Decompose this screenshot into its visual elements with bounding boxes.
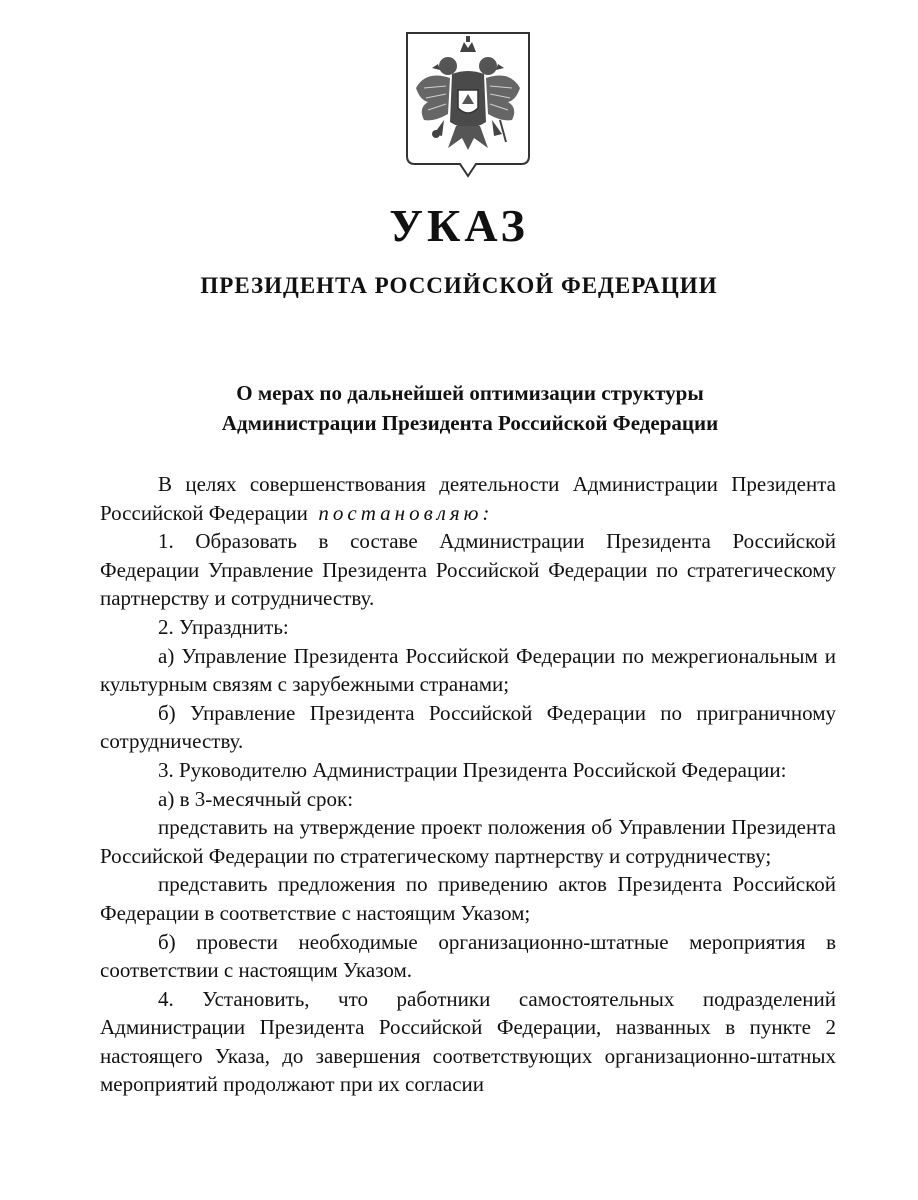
russian-coat-of-arms-icon [404, 30, 532, 180]
intro-verb: постановляю: [318, 500, 494, 525]
intro-paragraph [100, 470, 836, 527]
decree-paragraph: б) Управление Президента Российской Федерации по приграничному сотрудничеству. [100, 700, 836, 754]
decree-paragraph: представить предложения по приведению актов Президента Российской Федерации в соответствие с настоящим Указом; [100, 872, 836, 925]
heading-line: Администрации Президента Российской Федерации [221, 411, 719, 435]
decree-paragraph: б) провести необходимые организационно-штатные мероприятия в соответствии с настоящим Указом. [100, 929, 836, 983]
decree-heading [100, 378, 840, 438]
decree-paragraph: 3. Руководителю Администрации Президента Российской Федерации: [158, 757, 787, 782]
decree-paragraph: представить на утверждение проект положения об Управлении Президента Российской Федерации по стратегическому партнерству и сотрудничеству; [100, 815, 836, 868]
decree-paragraph: 2. Упразднить: [158, 614, 289, 639]
heading-line: О мерах по дальнейшей оптимизации структуры [236, 381, 704, 405]
decree-subtitle: ПРЕЗИДЕНТА РОССИЙСКОЙ ФЕДЕРАЦИИ [200, 273, 718, 298]
decree-body [100, 470, 836, 1099]
intro-text: В целях совершенствования деятельности Администрации Президента Российской Федерации [100, 472, 836, 525]
decree-title: УКАЗ [389, 200, 529, 251]
decree-paragraph: 1. Образовать в составе Администрации Президента Российской Федерации Управление Президента Российской Федерации по стратегическому партнерству и сотрудничеству. [100, 529, 836, 611]
decree-paragraph: 4. Установить, что работники самостоятельных подразделений Администрации Президента Российской Федерации, названных в пункте 2 настоящего Указа, до завершения соответствующих организационно-штатных мероприятий продолжают при их согласии [100, 986, 836, 1097]
decree-paragraph: а) в 3-месячный срок: [158, 786, 354, 811]
decree-paragraph: а) Управление Президента Российской Федерации по межрегиональным и культурным связям с зарубежными странами; [100, 643, 836, 697]
